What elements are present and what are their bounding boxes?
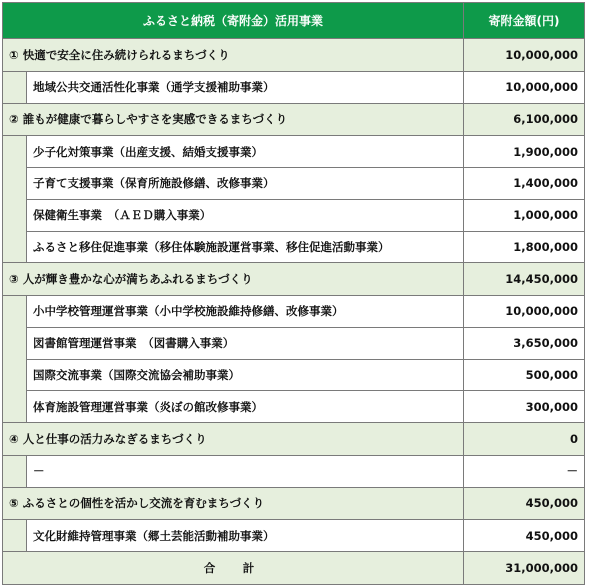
item-name: 保健衛生事業 （ＡＥＤ購入事業） — [27, 199, 464, 231]
item-name: 国際交流事業（国際交流協会補助事業） — [27, 359, 464, 391]
indent-cell — [3, 391, 27, 423]
item-name: 小中学校管理運営事業（小中学校施設維持修繕、改修事業） — [27, 296, 464, 328]
indent-cell — [3, 71, 27, 103]
category-amount: 0 — [464, 423, 585, 456]
item-row — [3, 231, 585, 263]
item-amount: 1,400,000 — [464, 168, 585, 200]
category-row — [3, 423, 585, 456]
item-name: － — [27, 455, 464, 487]
item-name: 文化財維持管理事業（郷土芸能活動補助事業） — [27, 520, 464, 552]
item-row — [3, 455, 585, 487]
category-amount: 450,000 — [464, 487, 585, 520]
item-name: 地域公共交通活性化事業（通学支援補助事業） — [27, 71, 464, 103]
table-header-row — [3, 3, 585, 39]
item-row — [3, 136, 585, 168]
category-amount: 14,450,000 — [464, 263, 585, 296]
indent-cell — [3, 359, 27, 391]
item-row — [3, 71, 585, 103]
item-row — [3, 296, 585, 328]
item-amount: 1,800,000 — [464, 231, 585, 263]
category-name: ① 快適で安全に住み続けられるまちづくり — [3, 39, 464, 72]
item-row — [3, 359, 585, 391]
item-amount: 1,000,000 — [464, 199, 585, 231]
category-name: ② 誰もが健康で暮らしやすさを実感できるまちづくり — [3, 103, 464, 136]
item-amount: － — [464, 455, 585, 487]
item-row — [3, 520, 585, 552]
item-name: 少子化対策事業（出産支援、結婚支援事業） — [27, 136, 464, 168]
indent-cell — [3, 455, 27, 487]
total-row — [3, 552, 585, 585]
item-row — [3, 168, 585, 200]
category-row — [3, 487, 585, 520]
item-amount: 300,000 — [464, 391, 585, 423]
item-amount: 3,650,000 — [464, 327, 585, 359]
item-amount: 10,000,000 — [464, 296, 585, 328]
category-name: ⑤ ふるさとの個性を活かし交流を育むまちづくり — [3, 487, 464, 520]
column-header-project: ふるさと納税（寄附金）活用事業 — [3, 3, 464, 39]
item-row — [3, 327, 585, 359]
item-row — [3, 391, 585, 423]
item-amount: 500,000 — [464, 359, 585, 391]
indent-cell — [3, 168, 27, 200]
item-row — [3, 199, 585, 231]
indent-cell — [3, 136, 27, 168]
indent-cell — [3, 327, 27, 359]
donation-usage-table — [2, 2, 585, 585]
item-amount: 1,900,000 — [464, 136, 585, 168]
indent-cell — [3, 296, 27, 328]
category-name: ③ 人が輝き豊かな心が満ちあふれるまちづくり — [3, 263, 464, 296]
indent-cell — [3, 520, 27, 552]
item-name: 子育て支援事業（保育所施設修繕、改修事業） — [27, 168, 464, 200]
category-row — [3, 39, 585, 72]
category-name: ④ 人と仕事の活力みなぎるまちづくり — [3, 423, 464, 456]
category-row — [3, 263, 585, 296]
item-name: ふるさと移住促進事業（移住体験施設運営事業、移住促進活動事業） — [27, 231, 464, 263]
item-name: 図書館管理運営事業 （図書購入事業） — [27, 327, 464, 359]
column-header-amount: 寄附金額(円) — [464, 3, 585, 39]
item-amount: 450,000 — [464, 520, 585, 552]
indent-cell — [3, 231, 27, 263]
item-name: 体育施設管理運営事業（炎ぼの館改修事業） — [27, 391, 464, 423]
category-amount: 6,100,000 — [464, 103, 585, 136]
item-amount: 10,000,000 — [464, 71, 585, 103]
category-amount: 10,000,000 — [464, 39, 585, 72]
indent-cell — [3, 199, 27, 231]
total-amount: 31,000,000 — [464, 552, 585, 585]
total-label: 合 計 — [3, 552, 464, 585]
category-row — [3, 103, 585, 136]
